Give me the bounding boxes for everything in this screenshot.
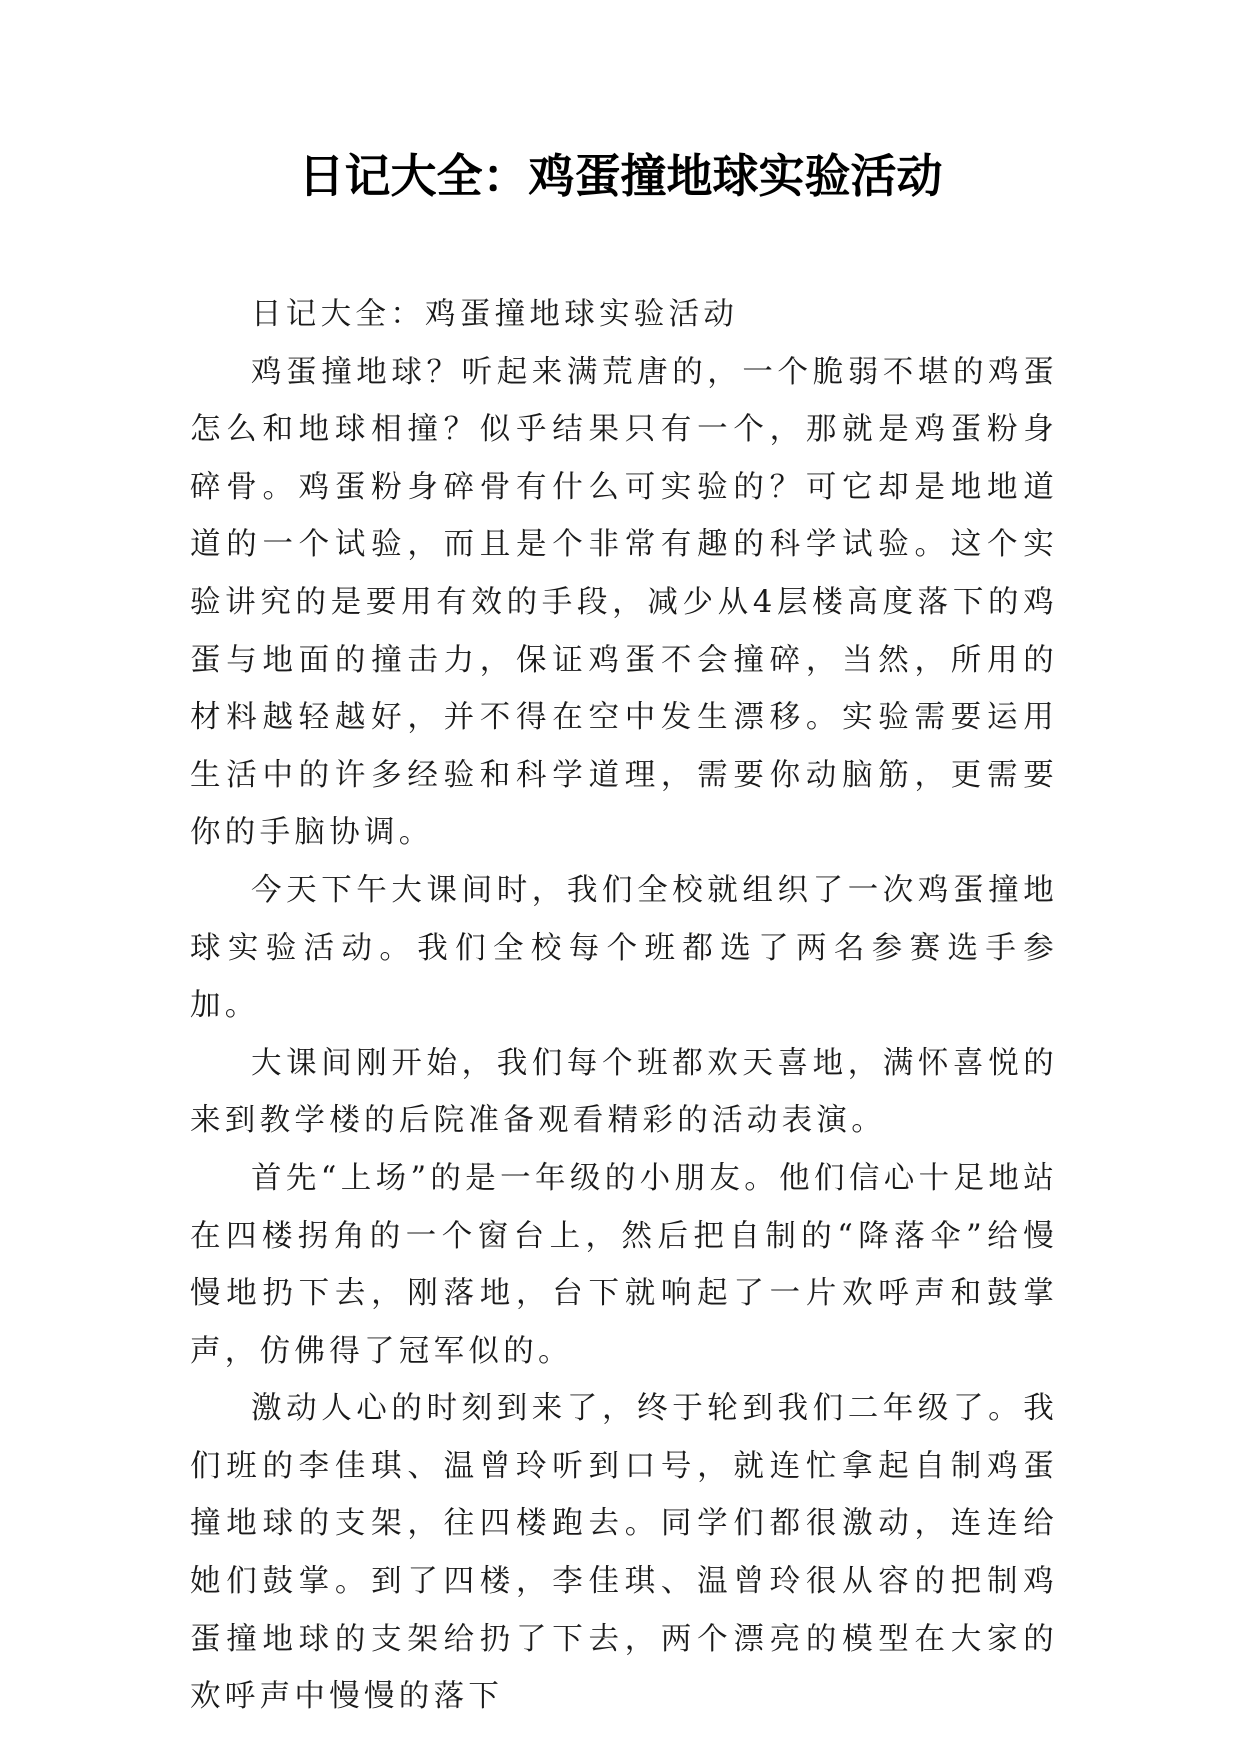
paragraph: 今天下午大课间时，我们全校就组织了一次鸡蛋撞地球实验活动。我们全校每个班都选了两名参赛选手参加。 xyxy=(190,872,1058,1024)
paragraph-heading: 日记大全：鸡蛋撞地球实验活动 xyxy=(251,297,739,332)
document-body xyxy=(190,286,1058,1726)
paragraph: 鸡蛋撞地球？听起来满荒唐的，一个脆弱不堪的鸡蛋怎么和地球相撞？似乎结果只有一个，那就是鸡蛋粉身碎骨。鸡蛋粉身碎骨有什么可实验的？可它却是地地道道的一个试验，而且是个非常有趣的科学试验。这个实验讲究的是要用有效的手段，减少从4层楼高度落下的鸡蛋与地面的撞击力，保证鸡蛋不会撞碎，当然，所用的材料越轻越好，并不得在空中发生漂移。实验需要运用生活中的许多经验和科学道理，需要你动脑筋，更需要你的手脑协调。 xyxy=(190,354,1058,851)
document-title: 日记大全：鸡蛋撞地球实验活动 xyxy=(298,149,943,203)
paragraph: 首先“上场”的是一年级的小朋友。他们信心十足地站在四楼拐角的一个窗台上，然后把自制的“降落伞”给慢慢地扔下去，刚落地，台下就响起了一片欢呼声和鼓掌声，仿佛得了冠军似的。 xyxy=(190,1160,1058,1369)
paragraph: 激动人心的时刻到来了，终于轮到我们二年级了。我们班的李佳琪、温曾玲听到口号，就连忙拿起自制鸡蛋撞地球的支架，往四楼跑去。同学们都很激动，连连给她们鼓掌。到了四楼，李佳琪、温曾玲很从容的把制鸡蛋撞地球的支架给扔了下去，两个漂亮的模型在大家的欢呼声中慢慢的落下 xyxy=(190,1391,1058,1715)
paragraph: 大课间刚开始，我们每个班都欢天喜地，满怀喜悦的来到教学楼的后院准备观看精彩的活动表演。 xyxy=(190,1045,1058,1139)
